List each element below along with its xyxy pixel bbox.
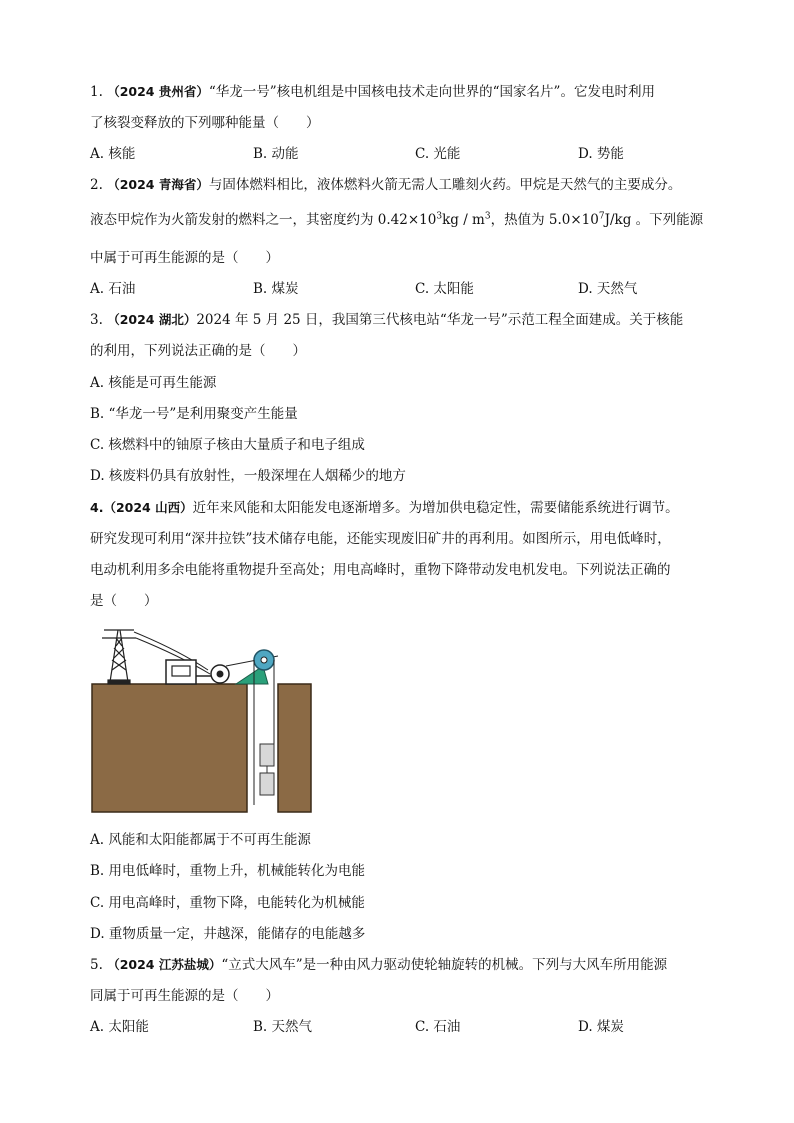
q2-stem-line-1 bbox=[90, 175, 681, 195]
q4-stem-text-c: 电动机利用多余电能将重物提升至高处；用电高峰时，重物下降带动发电机发电。下列说法正确的 bbox=[90, 562, 671, 578]
ground-right-block bbox=[278, 684, 311, 812]
q2-option-a[interactable]: A. 石油 bbox=[90, 281, 136, 297]
q1-option-d[interactable]: D. 势能 bbox=[578, 146, 624, 162]
q2-text-b1: 液态甲烷作为火箭发射的燃料之一，其密度约为 0.42×10 bbox=[90, 212, 437, 228]
q1-source: （2024 贵州省） bbox=[107, 84, 209, 99]
q2-text-b2: kg / m bbox=[442, 212, 485, 228]
power-tower bbox=[102, 630, 136, 684]
q5-option-d[interactable]: D. 煤炭 bbox=[578, 1019, 624, 1035]
q3-option-b[interactable]: B. “华龙一号”是利用聚变产生能量 bbox=[90, 406, 298, 422]
q5-option-b[interactable]: B. 天然气 bbox=[253, 1019, 313, 1035]
q4-stem-text-a: 近年来风能和太阳能发电逐渐增多。为增加供电稳定性，需要储能系统进行调节。 bbox=[192, 500, 679, 516]
q2-stem-text-c: 中属于可再生能源的是（ ） bbox=[90, 250, 279, 266]
q3-option-a[interactable]: A. 核能是可再生能源 bbox=[90, 375, 217, 391]
q3-stem-text-b: 的利用，下列说法正确的是（ ） bbox=[90, 343, 306, 359]
weight-upper bbox=[260, 744, 274, 766]
q2-stem-text-a: 与固体燃料相比，液体燃料火箭无需人工雕刻火药。甲烷是天然气的主要成分。 bbox=[208, 177, 682, 193]
q5-stem-text-b: 同属于可再生能源的是（ ） bbox=[90, 988, 279, 1004]
q5-stem-text-a: “立式大风车”是一种由风力驱动使轮轴旋转的机械。下列与大风车所用能源 bbox=[221, 957, 668, 973]
q5-number: 5. bbox=[90, 957, 103, 973]
q4-number: 4. bbox=[90, 500, 104, 515]
q2-exp-2: 3 bbox=[484, 211, 491, 222]
q1-option-c[interactable]: C. 光能 bbox=[415, 146, 461, 162]
q4-option-d[interactable]: D. 重物质量一定，井越深，能储存的电能越多 bbox=[90, 926, 366, 942]
q3-option-d[interactable]: D. 核废料仍具有放射性，一般深埋在人烟稀少的地方 bbox=[90, 468, 406, 484]
generator-box bbox=[166, 660, 196, 684]
q4-stem-text-d: 是（ ） bbox=[90, 593, 158, 609]
q2-option-b[interactable]: B. 煤炭 bbox=[253, 281, 299, 297]
q2-option-d[interactable]: D. 天然气 bbox=[578, 281, 638, 297]
q3-source: （2024 湖北） bbox=[107, 312, 197, 327]
q1-number: 1. bbox=[90, 84, 103, 100]
q5-option-a[interactable]: A. 太阳能 bbox=[90, 1019, 149, 1035]
q1-stem-text-b: 了核裂变释放的下列哪种能量（ ） bbox=[90, 115, 320, 131]
q4-stem-text-b: 研究发现可利用“深井拉铁”技术储存电能，还能实现废旧矿井的再利用。如图所示，用电低峰时， bbox=[90, 531, 671, 547]
q3-option-c[interactable]: C. 核燃料中的铀原子核由大量质子和电子组成 bbox=[90, 437, 365, 453]
deep-well-storage-figure bbox=[88, 620, 328, 815]
weight-lower bbox=[260, 773, 274, 795]
q1-option-b[interactable]: B. 动能 bbox=[253, 146, 299, 162]
q5-option-c[interactable]: C. 石油 bbox=[415, 1019, 461, 1035]
q4-stem-line-1 bbox=[90, 498, 679, 518]
q3-number: 3. bbox=[90, 312, 103, 328]
q1-option-a[interactable]: A. 核能 bbox=[90, 146, 136, 162]
q2-stem-line-2 bbox=[90, 210, 703, 230]
q4-option-c[interactable]: C. 用电高峰时，重物下降，电能转化为机械能 bbox=[90, 895, 365, 911]
q3-stem-text-a: 2024 年 5 月 25 日，我国第三代核电站“华龙一号”示范工程全面建成。关于核能 bbox=[196, 312, 684, 328]
q2-number: 2. bbox=[90, 177, 103, 193]
q2-exp-3: 7 bbox=[598, 211, 605, 222]
q2-text-b3: ，热值为 5.0×10 bbox=[490, 212, 599, 228]
q4-source: （2024 山西） bbox=[103, 500, 193, 515]
q1-stem-line-1 bbox=[90, 82, 655, 102]
q5-stem-line-1 bbox=[90, 955, 667, 975]
q2-exp-1: 3 bbox=[436, 211, 443, 222]
q4-option-b[interactable]: B. 用电低峰时，重物上升，机械能转化为电能 bbox=[90, 863, 366, 879]
ground-left-block bbox=[92, 684, 247, 812]
q2-option-c[interactable]: C. 太阳能 bbox=[415, 281, 474, 297]
q2-text-b4: J/kg 。下列能源 bbox=[604, 212, 704, 228]
q1-stem-text-a: “华龙一号”核电机组是中国核电技术走向世界的“国家名片”。它发电时利用 bbox=[208, 84, 655, 100]
q3-stem-line-1 bbox=[90, 310, 683, 330]
q4-option-a[interactable]: A. 风能和太阳能都属于不可再生能源 bbox=[90, 832, 311, 848]
q5-source: （2024 江苏盐城） bbox=[107, 957, 222, 972]
q2-source: （2024 青海省） bbox=[107, 177, 209, 192]
